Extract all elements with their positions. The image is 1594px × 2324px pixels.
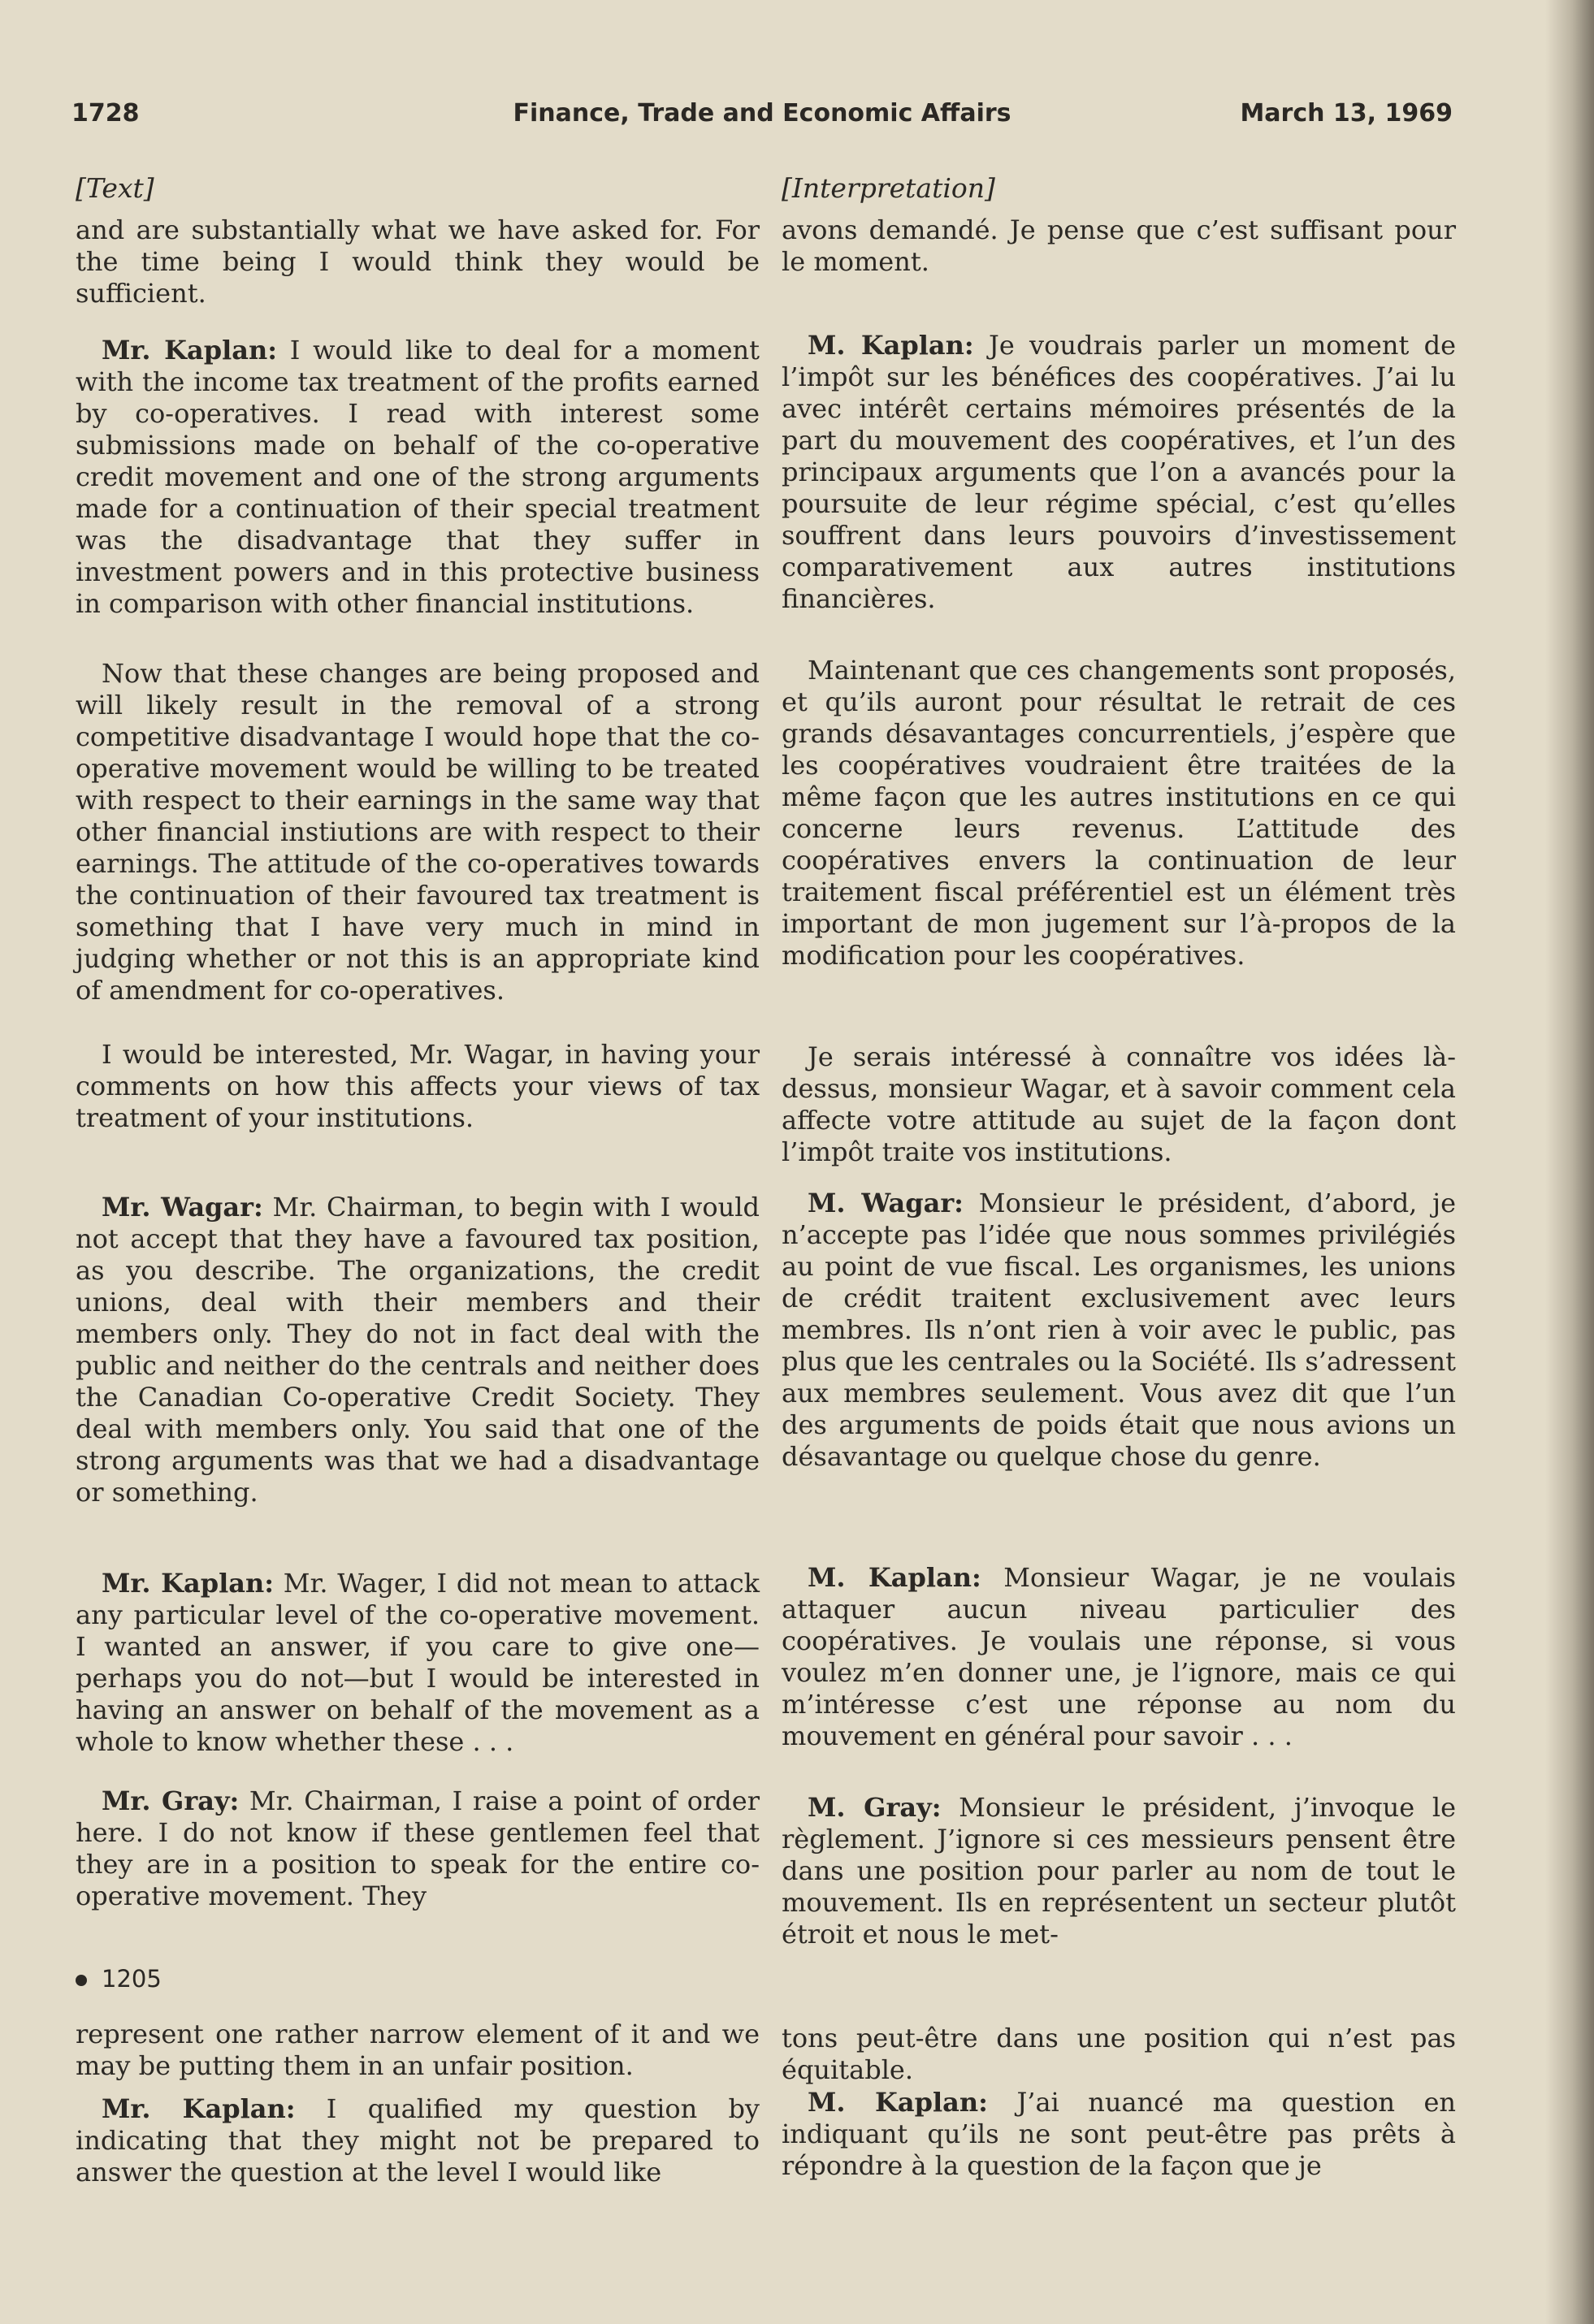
paragraph: tons peut-être dans une position qui n’est pas équitable.: [782, 2023, 1456, 2085]
speech-text: I qualified my question by indicating that they might not be prepared to answer the question at the level I would like: [76, 2093, 760, 2188]
speaker-name: M. Kaplan:: [808, 1562, 981, 1593]
speech-paragraph: [76, 335, 760, 620]
speaker-name: M. Kaplan:: [808, 2087, 988, 2118]
speech-text: Monsieur le président, j’invoque le règlement. J’ignore si ces messieurs pensent être dans une position pour parler au nom de tout le mouvement. Ils en représentent un secteur plutôt étroit et nous le met-: [782, 1792, 1457, 1950]
speech-paragraph: [76, 1568, 760, 1758]
speaker-name: Mr. Gray:: [102, 1785, 240, 1816]
speech-paragraph: [76, 1192, 760, 1508]
page-number: 1728: [71, 99, 140, 128]
speech-text: J’ai nuancé ma question en indiquant qu’ils ne sont peut-être pas prêts à répondre à la question de la façon que je: [782, 2087, 1457, 2181]
speech-text: Monsieur le président, d’abord, je n’accepte pas l’idée que nous sommes privilégiés au point de vue fiscal. Les organismes, les unions de crédit traitent exclusivement avec leurs membres. Ils n’ont rien à voir avec le public, pas plus que les centrales ou la Société. Ils s’adressent aux membres seulement. Vous avez dit que l’un des arguments de poids était que nous avions un désavantage ou quelque chose du genre.: [782, 1188, 1457, 1472]
speech-text: Monsieur Wagar, je ne voulais attaquer aucun niveau particulier des coopératives. Je voulais une réponse, si vous voulez m’en donner une, je l’ignore, mais ce qui m’intéresse c’est une réponse au nom du mouvement en général pour savoir . . .: [782, 1562, 1457, 1751]
speaker-name: Mr. Wagar:: [102, 1192, 263, 1223]
page-date: March 13, 1969: [1240, 99, 1453, 128]
page-title: Finance, Trade and Economic Affairs: [513, 99, 1011, 128]
time-marker-label: 1205: [102, 1965, 162, 1993]
speaker-name: M. Wagar:: [808, 1188, 964, 1218]
speaker-name: M. Gray:: [808, 1792, 942, 1823]
speech-paragraph: [782, 1562, 1456, 1752]
paragraph: avons demandé. Je pense que c’est suffisant pour le moment.: [782, 214, 1456, 277]
speaker-name: Mr. Kaplan:: [102, 335, 278, 366]
speech-paragraph: [782, 1188, 1456, 1473]
speech-text: Mr. Chairman, I raise a point of order here. I do not know if these gentlemen feel that they are in a position to speak for the entire co-operative movement. They: [76, 1785, 760, 1911]
paragraph: Now that these changes are being proposed and will likely result in the removal of a strong competitive disadvantage I would hope that the co-operative movement would be willing to be treated with respect to their earnings in the same way that other financial instiutions are with respect to their earnings. The attitude of the co-operatives towards the continuation of their favoured tax treatment is something that I have very much in mind in judging whether or not this is an appropriate kind of amendment for co-operatives.: [76, 658, 760, 1006]
paragraph: Je serais intéressé à connaître vos idées là-dessus, monsieur Wagar, et à savoir comment cela affecte votre attitude au sujet de la façon dont l’impôt traite vos institutions.: [782, 1041, 1456, 1167]
speech-paragraph: [782, 1792, 1456, 1950]
speech-text: Mr. Chairman, to begin with I would not accept that they have a favoured tax position, as you describe. The organizations, the credit unions, deal with their members and their members only. They do not in fact deal with the public and neither do the centrals and neither does the Canadian Co-operative Credit Society. They deal with members only. You said that one of the strong arguments was that we had a disadvantage or something.: [76, 1192, 760, 1508]
page-edge-shadow: [1545, 0, 1594, 2324]
speaker-name: M. Kaplan:: [808, 330, 974, 361]
speech-text: Je voudrais parler un moment de l’impôt sur les bénéfices des coopératives. J’ai lu avec intérêt certains mémoires présentés de la part du mouvement des coopératives, et l’un des principaux arguments que l’on a avancés pour la poursuite de leur régime spécial, c’est qu’elles souffrent dans leurs pouvoirs d’investissement comparativement aux autres institutions financières.: [782, 330, 1457, 614]
page-header: [71, 99, 1453, 140]
speech-paragraph: [76, 1785, 760, 1912]
paragraph: represent one rather narrow element of it and we may be putting them in an unfair position.: [76, 2019, 760, 2081]
paragraph: Maintenant que ces changements sont proposés, et qu’ils auront pour résultat le retrait de ces grands désavantages concurrentiels, j’espère que les coopératives voudraient être traitées de la même façon que les autres institutions en ce qui concerne leurs revenus. L’attitude des coopératives envers la continuation de leur traitement fiscal préférentiel est un élément très important de mon jugement sur l’à-propos de la modification pour les coopératives.: [782, 655, 1456, 971]
speech-text: I would like to deal for a moment with the income tax treatment of the profits earned by co-operatives. I read with interest some submissions made on behalf of the co-operative credit movement and one of the strong arguments made for a continuation of their special treatment was the disadvantage that they suffer in investment powers and in this protective business in comparison with other financial institutions.: [76, 335, 760, 619]
paragraph: and are substantially what we have asked for. For the time being I would think they would be sufficient.: [76, 214, 760, 309]
paragraph: I would be interested, Mr. Wagar, in having your comments on how this affects your views of tax treatment of your institutions.: [76, 1039, 760, 1133]
speech-paragraph: [782, 2087, 1456, 2182]
bullet-icon: [76, 1975, 87, 1986]
speech-paragraph: [782, 330, 1456, 615]
column-tag: [Text]: [76, 172, 154, 204]
speech-paragraph: [76, 2093, 760, 2188]
time-marker: [76, 1963, 162, 1995]
column-tag: [Interpretation]: [782, 172, 995, 204]
speaker-name: Mr. Kaplan:: [102, 2093, 296, 2124]
speaker-name: Mr. Kaplan:: [102, 1568, 275, 1599]
speech-text: Mr. Wager, I did not mean to attack any particular level of the co-operative movement. I wanted an answer, if you care to give one—perhaps you do not—but I would be interested in having an answer on behalf of the movement as a whole to know whether these . . .: [76, 1568, 760, 1757]
